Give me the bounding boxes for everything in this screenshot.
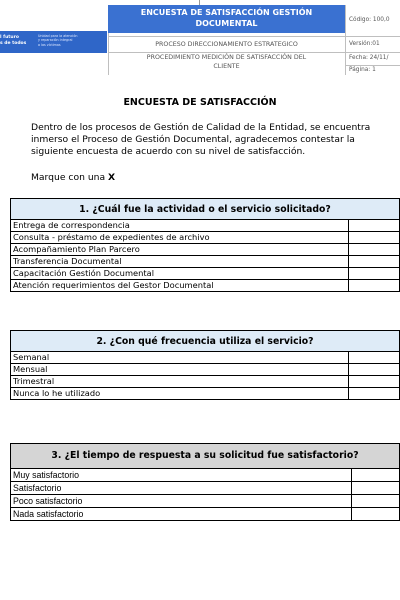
option-checkbox[interactable]	[352, 469, 400, 482]
option-label: Capacitación Gestión Documental	[11, 268, 349, 280]
option-label: Mensual	[11, 364, 349, 376]
intro-paragraph	[31, 122, 400, 158]
option-checkbox[interactable]	[349, 220, 400, 232]
instruction-text: Marque con una	[31, 172, 106, 183]
document-meta	[345, 5, 400, 75]
meta-version: Versión:01	[349, 41, 380, 47]
meta-code: Código: 100,0	[349, 17, 390, 23]
option-label: Transferencia Documental	[11, 256, 349, 268]
question-3-title: 3. ¿El tiempo de respuesta a su solicitud fue satisfactorio?	[11, 444, 400, 469]
meta-date: Fecha: 24/11/	[349, 55, 389, 61]
logo-left-line: l futuro	[0, 35, 19, 40]
option-checkbox[interactable]	[352, 495, 400, 508]
option-checkbox[interactable]	[349, 232, 400, 244]
instruction-mark: X	[108, 172, 116, 183]
option-checkbox[interactable]	[349, 268, 400, 280]
option-label: Entrega de correspondencia	[11, 220, 349, 232]
option-label: Nunca lo he utilizado	[11, 388, 349, 400]
option-checkbox[interactable]	[349, 376, 400, 388]
logo-right-line: a las víctimas	[38, 42, 61, 47]
logo-text-right	[38, 34, 77, 47]
intro-line: Dentro de los procesos de Gestión de Calidad de la Entidad, se encuentra	[31, 122, 371, 133]
procedure-line: PROCEDIMIENTO MEDICIÓN DE SATISFACCIÓN DEL	[146, 54, 307, 61]
option-label: Acompañamiento Plan Parcero	[11, 244, 349, 256]
option-checkbox[interactable]	[352, 508, 400, 521]
option-checkbox[interactable]	[349, 388, 400, 400]
logo-cell	[0, 5, 109, 75]
process-name: PROCESO DIRECCIONAMIENTO ESTRATEGICO	[108, 37, 345, 53]
option-checkbox[interactable]	[349, 364, 400, 376]
form-title-line: DOCUMENTAL	[195, 19, 258, 28]
intro-line: siguiente encuesta de acuerdo con su nivel de satisfacción.	[31, 146, 306, 157]
question-2-table	[10, 330, 400, 400]
option-label: Atención requerimientos del Gestor Documental	[11, 280, 349, 292]
question-1-table	[10, 198, 400, 292]
document-header	[0, 0, 400, 86]
instruction	[31, 172, 115, 183]
option-checkbox[interactable]	[349, 352, 400, 364]
option-label: Muy satisfactorio	[11, 469, 352, 482]
option-label: Satisfactorio	[11, 482, 352, 495]
option-label: Consulta - préstamo de expedientes de archivo	[11, 232, 349, 244]
procedure-name	[108, 53, 345, 75]
form-title-cell	[108, 5, 345, 33]
logo-right-line: y reparación integral	[38, 38, 73, 43]
logo-right-line: Unidad para la atención	[38, 34, 78, 38]
question-2-title: 2. ¿Con qué frecuencia utiliza el servicio?	[11, 331, 400, 352]
option-checkbox[interactable]	[349, 244, 400, 256]
entity-logo	[0, 31, 107, 53]
meta-page: Página: 1	[349, 67, 376, 73]
meta-divider	[346, 65, 400, 66]
logo-text-left	[0, 35, 26, 47]
question-1-title: 1. ¿Cuál fue la actividad o el servicio solicitado?	[11, 199, 400, 220]
meta-divider	[346, 36, 400, 37]
option-checkbox[interactable]	[352, 482, 400, 495]
option-label: Semanal	[11, 352, 349, 364]
option-checkbox[interactable]	[349, 256, 400, 268]
survey-title: ENCUESTA DE SATISFACCIÓN	[123, 97, 277, 108]
meta-divider	[346, 52, 400, 53]
option-label: Trimestral	[11, 376, 349, 388]
question-3-table	[10, 443, 400, 521]
logo-left-line: s de todos	[0, 41, 27, 46]
option-label: Poco satisfactorio	[11, 495, 352, 508]
intro-line: inmerso el Proceso de Gestión Documental, agradecemos contestar la	[31, 134, 355, 145]
option-label: Nada satisfactorio	[11, 508, 352, 521]
option-checkbox[interactable]	[349, 280, 400, 292]
form-title-line: ENCUESTA DE SATISFACCIÓN GESTIÓN	[140, 8, 313, 17]
procedure-line: CLIENTE	[213, 63, 240, 70]
